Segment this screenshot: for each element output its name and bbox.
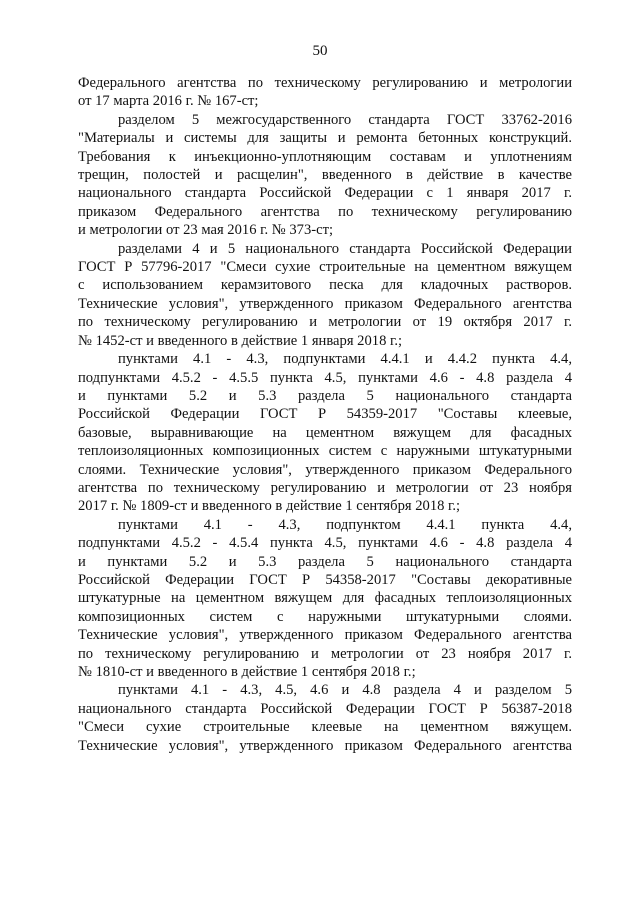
text-line: подпунктами 4.5.2 - 4.5.5 пункта 4.5, пунктами 4.6 - 4.8 раздела 4 <box>78 369 572 386</box>
text-line: Технические условия", утвержденного приказом Федерального агентства <box>78 737 572 754</box>
text-line: приказом Федерального агентства по техническому регулированию <box>78 203 572 220</box>
document-body <box>78 74 572 755</box>
paragraph <box>78 74 572 111</box>
text-line: Российской Федерации ГОСТ Р 54359-2017 "Составы клеевые, <box>78 406 572 423</box>
paragraph <box>78 240 572 350</box>
text-line: пунктами 4.1 - 4.3, подпунктом 4.4.1 пункта 4.4, <box>118 516 572 533</box>
text-line: национального стандарта Российской Федерации с 1 января 2017 г. <box>78 185 572 202</box>
text-line: агентства по техническому регулированию и метрологии от 23 ноября <box>78 479 572 496</box>
text-line: подпунктами 4.5.2 - 4.5.4 пункта 4.5, пунктами 4.6 - 4.8 раздела 4 <box>78 535 572 552</box>
text-line: теплоизоляционных композиционных систем с наружными штукатурными <box>78 443 572 460</box>
text-line: по техническому регулированию и метрологии от 19 октября 2017 г. <box>78 314 572 331</box>
text-line: "Смеси сухие строительные клеевые на цементном вяжущем. <box>78 719 572 736</box>
text-line: Требования к инъекционно-уплотняющим составам и уплотнениям <box>78 148 572 165</box>
text-line: разделами 4 и 5 национального стандарта Российской Федерации <box>118 240 572 257</box>
text-line: № 1810-ст и введенного в действие 1 сентября 2018 г.; <box>78 664 416 680</box>
text-line: и метрологии от 23 мая 2016 г. № 373-ст; <box>78 222 334 239</box>
text-line: Технические условия", утвержденного приказом Федерального агентства <box>78 295 572 312</box>
text-line: ГОСТ Р 57796-2017 "Смеси сухие строительные на цементном вяжущем <box>78 259 572 276</box>
text-line: композиционных систем с наружными штукатурными слоями. <box>78 608 572 625</box>
text-line: Федерального агентства по техническому регулированию и метрологии <box>78 75 572 91</box>
paragraph <box>78 681 572 755</box>
text-line: "Материалы и системы для защиты и ремонта бетонных конструкций. <box>78 130 572 147</box>
text-line: национального стандарта Российской Федерации ГОСТ Р 56387-2018 <box>78 700 572 717</box>
text-line: слоями. Технические условия", утвержденного приказом Федерального <box>78 461 572 478</box>
paragraph <box>78 111 572 240</box>
text-line: № 1452-ст и введенного в действие 1 января 2018 г.; <box>78 332 403 349</box>
text-line: и пунктами 5.2 и 5.3 раздела 5 национального стандарта <box>78 387 572 404</box>
paragraph <box>78 516 572 682</box>
text-line: 2017 г. № 1809-ст и введенного в действие 1 сентября 2018 г.; <box>78 498 461 515</box>
text-line: по техническому регулированию и метрологии от 23 ноября 2017 г. <box>78 645 572 662</box>
text-line: от 17 марта 2016 г. № 167-ст; <box>78 93 259 110</box>
text-line: Российской Федерации ГОСТ Р 54358-2017 "Составы декоративные <box>78 571 572 588</box>
text-line: базовые, выравнивающие на цементном вяжущем для фасадных <box>78 424 572 441</box>
text-line: разделом 5 межгосударственного стандарта ГОСТ 33762-2016 <box>118 111 572 128</box>
paragraph <box>78 350 572 516</box>
text-line: трещин, полостей и расщелин", введенного в действие в качестве <box>78 167 572 184</box>
text-line: с использованием керамзитового песка для кладочных растворов. <box>78 277 572 294</box>
text-line: и пунктами 5.2 и 5.3 раздела 5 национального стандарта <box>78 553 572 570</box>
text-line: пунктами 4.1 - 4.3, подпунктами 4.4.1 и 4.4.2 пункта 4.4, <box>118 351 572 368</box>
text-line: Технические условия", утвержденного приказом Федерального агентства <box>78 627 572 644</box>
text-line: пунктами 4.1 - 4.3, 4.5, 4.6 и 4.8 раздела 4 и разделом 5 <box>118 682 572 699</box>
text-line: штукатурные на цементном вяжущем для фасадных теплоизоляционных <box>78 590 572 607</box>
page-number: 50 <box>312 43 328 59</box>
